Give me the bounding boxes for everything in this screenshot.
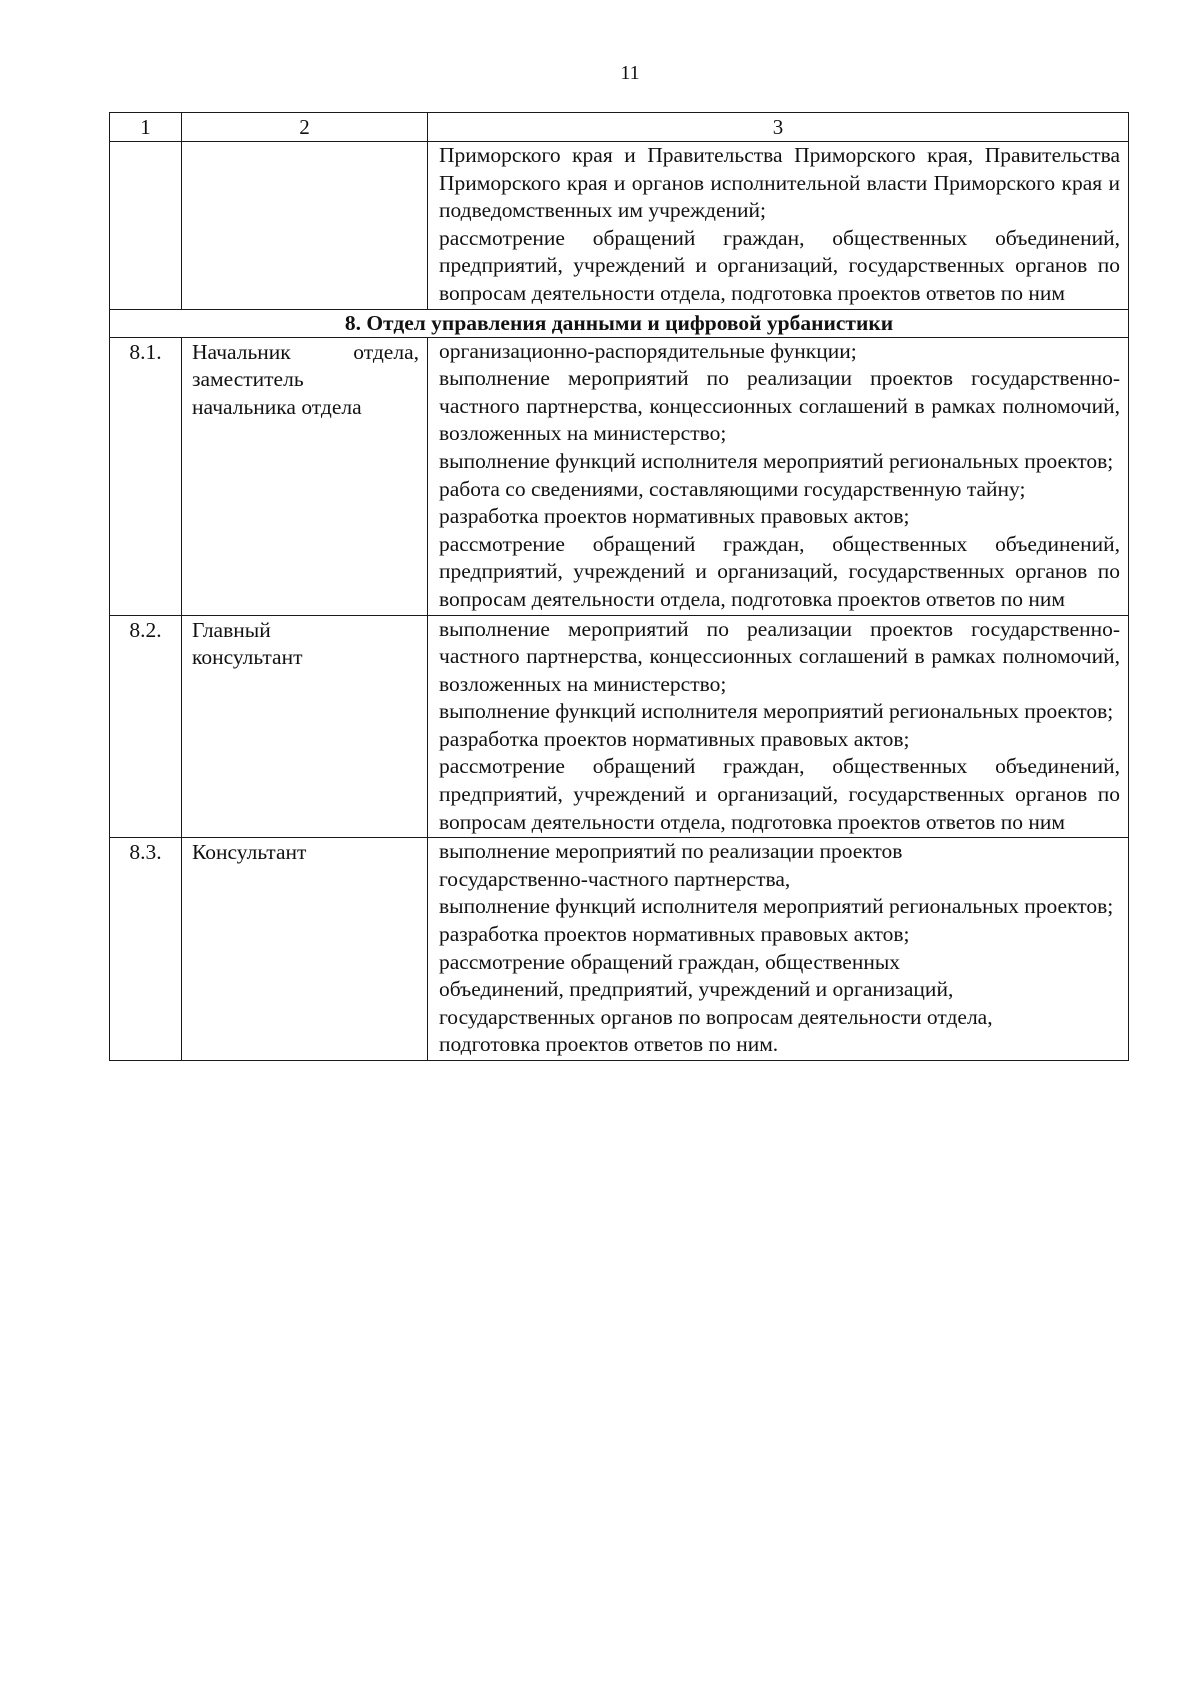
- position-text: Начальник: [192, 339, 291, 364]
- duty-text: рассмотрение обращений граждан, общественных объединений, предприятий, учреждений и организаций, государственных органов по вопросам деятельности отдела, подготовка проектов ответов по ним: [439, 225, 1120, 305]
- duties-cell: [428, 838, 1129, 1061]
- section-heading-row: [110, 309, 1129, 337]
- table-row: [110, 142, 1129, 310]
- duty-item: организационно-распорядительные функции;: [439, 338, 857, 363]
- column-header-3: 3: [428, 113, 1129, 142]
- position-text: Консультант: [192, 840, 307, 865]
- table-row: [110, 615, 1129, 838]
- duties-table: [109, 112, 1129, 1061]
- position-text: консультант: [192, 645, 303, 670]
- position-text: Главный: [192, 617, 271, 642]
- duty-item: разработка проектов нормативных правовых актов;: [439, 922, 910, 947]
- duty-item: рассмотрение обращений граждан, общественных: [439, 949, 901, 974]
- duty-item: государственных органов по вопросам деятельности отдела,: [439, 1004, 993, 1029]
- duty-item: выполнение мероприятий по реализации проектов государственно-частного партнерства, концессионных соглашений в рамках полномочий, возложенных на министерство;: [439, 366, 1120, 446]
- duty-item: выполнение функций исполнителя мероприятий региональных проектов;: [439, 699, 1114, 724]
- duty-item: выполнение мероприятий по реализации проектов государственно-частного партнерства, концессионных соглашений в рамках полномочий, возложенных на министерство;: [439, 616, 1120, 696]
- position-text: отдела,: [353, 339, 419, 364]
- section-title: 8. Отдел управления данными и цифровой урбанистики: [110, 309, 1129, 337]
- duty-item: работа со сведениями, составляющими государственную тайну;: [439, 476, 1026, 501]
- duty-item: государственно-частного партнерства,: [439, 866, 791, 891]
- column-header-2: 2: [182, 113, 428, 142]
- duty-item: объединений, предприятий, учреждений и организаций,: [439, 977, 954, 1002]
- position-cell: [182, 337, 428, 615]
- duty-item: подготовка проектов ответов по ним.: [439, 1032, 779, 1057]
- duty-item: выполнение функций исполнителя мероприятий региональных проектов;: [439, 448, 1114, 473]
- duty-item: рассмотрение обращений граждан, общественных объединений, предприятий, учреждений и организаций, государственных органов по вопросам деятельности отдела, подготовка проектов ответов по ним: [439, 754, 1120, 834]
- row-number: 8.3.: [110, 838, 182, 1061]
- table-row: [110, 838, 1129, 1061]
- row-number: 8.1.: [110, 337, 182, 615]
- position-text: начальника отдела: [192, 394, 362, 419]
- column-header-1: 1: [110, 113, 182, 142]
- page-number: 11: [620, 62, 640, 84]
- duty-item: выполнение мероприятий по реализации проектов: [439, 839, 903, 864]
- empty-num-cell: [110, 142, 182, 310]
- duties-cell: [428, 337, 1129, 615]
- empty-position-cell: [182, 142, 428, 310]
- duty-item: разработка проектов нормативных правовых актов;: [439, 504, 910, 529]
- table-row: [110, 337, 1129, 615]
- table-header-row: [110, 113, 1129, 142]
- duty-item: разработка проектов нормативных правовых актов;: [439, 726, 910, 751]
- continuation-duties-cell: [428, 142, 1129, 310]
- duties-cell: [428, 615, 1129, 838]
- position-cell: [182, 838, 428, 1061]
- duty-item: выполнение функций исполнителя мероприятий региональных проектов;: [439, 894, 1114, 919]
- position-text: заместитель: [192, 367, 304, 392]
- duty-item: рассмотрение обращений граждан, общественных объединений, предприятий, учреждений и организаций, государственных органов по вопросам деятельности отдела, подготовка проектов ответов по ним: [439, 531, 1120, 611]
- row-number: 8.2.: [110, 615, 182, 838]
- duty-text: Приморского края и Правительства Приморского края, Правительства Приморского края и органов исполнительной власти Приморского края и подведомственных им учреждений;: [439, 143, 1120, 223]
- position-cell: [182, 615, 428, 838]
